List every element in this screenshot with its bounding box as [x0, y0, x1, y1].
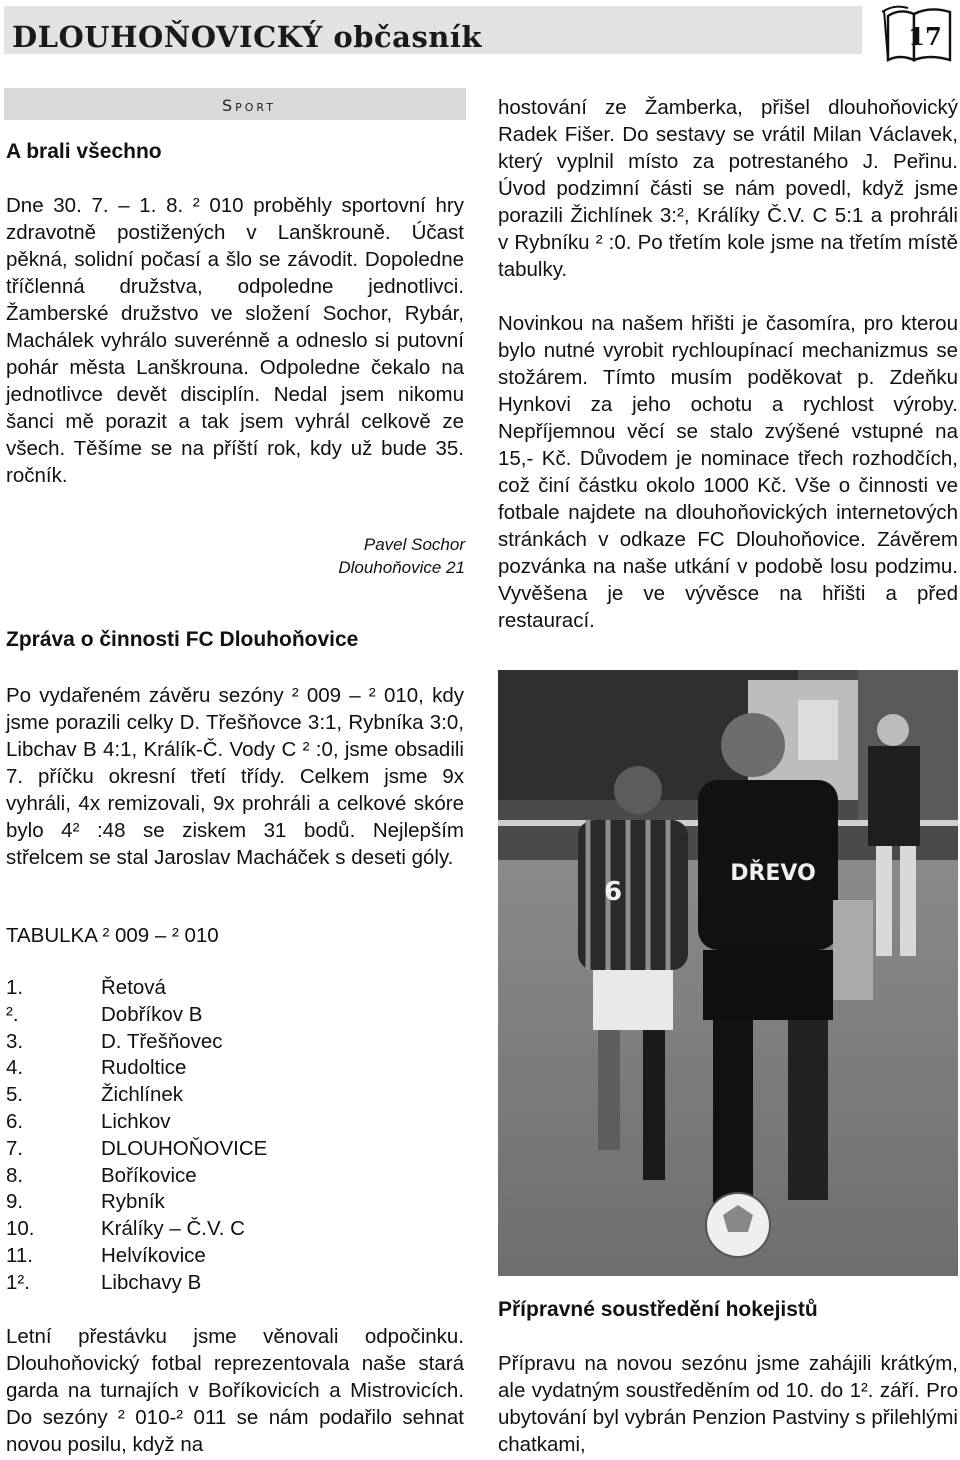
section-label: Sport: [221, 96, 276, 115]
header-bar: [4, 6, 862, 54]
standings-table: [6, 975, 466, 1297]
row-position: 10.: [6, 1217, 35, 1241]
row-position: 1².: [6, 1270, 30, 1294]
article2-text1: Po vydařeném závěru sezóny ² 009 – ² 010, kdy jsme porazili celky D. Třešňovce 3:1, Rybníka 3:0, Libchav B 4:1, Králík-Č. Vody C ² :0, jsme obsadili 7. příčku okresní třetí třídy. Celkem jsme 9x vyhráli, 4x remizovali, 9x prohráli a celkové skóre bylo 4² :48 se ziskem 31 bodů. Nejlepším střelcem se stal Jaroslav Macháček s deseti góly.: [6, 684, 464, 869]
row-team: Dobříkov B: [101, 1002, 203, 1026]
article1-text: Dne 30. 7. – 1. 8. ² 010 proběhly sportovní hry zdravotně postižených v Lanškrouně. Účast pěkná, solidní počasí a šlo se závodit. Dopoledne tříčlenná družstva, odpoledne jednotlivci. Žamberské družstvo ve složení Sochor, Rybár, Machálek vyhrálo suverénně a odneslo si putovní pohár města Lanškrouna. Odpoledne čekalo na jednotlivce devět disciplín. Nedal jsem nikomu šanci mě porazit a tak jsem vyhrál celkově ze všech. Těšíme se na příští rok, kdy už bude 35. ročník.: [6, 194, 464, 487]
row-team: Helvíkovice: [101, 1243, 206, 1267]
football-photo: [498, 670, 958, 1276]
article2-text2: Letní přestávku jsme věnovali odpočinku. Dlouhoňovický fotbal reprezentovala naše stará garda na turnajích v Boříkovicích a Mistrovicích. Do sezóny ² 010-² 011 se nám podařilo sehnat novou posilu, když na: [6, 1325, 464, 1456]
row-team: Žichlínek: [101, 1083, 184, 1107]
football-match-image: [498, 670, 958, 1276]
row-position: 4.: [6, 1056, 24, 1080]
row-position: 3.: [6, 1029, 24, 1053]
table-title: TABULKA ² 009 – ² 010: [6, 924, 219, 947]
article3-heading: Přípravné soustředění hokejistů: [498, 1298, 818, 1321]
article2-text4: Novinkou na našem hřišti je časomíra, pro kterou bylo nutné vyrobit rychloupínací mechanizmus se stožárem. Tímto musím poděkovat p. Zdeňku Hynkovi za jeho ochotu a rychlost výroby. Nepříjemnou věcí se stalo zvýšené vstupné na 15,- Kč. Důvodem je nominace třech rozhodčích, což činí částku okolo 1000 Kč. Vše o činnosti ve fotbale najdete na dlouhoňovických internetových stránkách v odkaze FC Dlouhoňovice. Závěrem pozvánka na naše utkání v podobě losu podzimu. Vyvěšena je ve vývěsce na hřišti a před restaurací.: [498, 312, 958, 632]
signature-place: Dlouhoňovice 21: [338, 558, 465, 577]
table-row: [6, 1082, 466, 1109]
row-team: Řetová: [101, 976, 166, 999]
signature-name: Pavel Sochor: [363, 535, 465, 554]
section-bar: [4, 88, 466, 120]
table-row: [6, 1216, 466, 1243]
table-row: [6, 1055, 466, 1082]
row-team: Lichkov: [101, 1109, 171, 1133]
article2-text3: hostování ze Žamberka, přišel dlouhoňovický Radek Fišer. Do sestavy se vrátil Milan Václavek, který vyplnil místo za potrestaného J. Peřinu. Úvod podzimní části se nám povedl, když jsme porazili Žichlínek 3:², Králíky Č.V. C 5:1 a prohráli v Rybníku ² :0. Po třetím kole jsme na třetím místě tabulky.: [498, 96, 958, 281]
row-position: 5.: [6, 1083, 24, 1107]
row-team: Rybník: [101, 1190, 165, 1214]
row-position: 6.: [6, 1109, 24, 1133]
table-row: [6, 1029, 466, 1056]
row-position: 1.: [6, 976, 24, 999]
row-position: 8.: [6, 1163, 24, 1187]
row-team: Rudoltice: [101, 1056, 187, 1080]
row-team: DLOUHOŇOVICE: [101, 1136, 268, 1160]
table-row: [6, 975, 466, 1002]
table-row: [6, 1002, 466, 1029]
table-row: [6, 1109, 466, 1136]
table-row: [6, 1270, 466, 1297]
row-team: Králíky – Č.V. C: [101, 1217, 245, 1241]
article3-text: Přípravu na novou sezónu jsme zahájili krátkým, ale vydatným soustředěním od 10. do 1². září. Pro ubytování byl vybrán Penzion Pastviny s přilehlými chatkami,: [498, 1352, 958, 1456]
row-team: D. Třešňovec: [101, 1029, 223, 1053]
jersey-text: DŘEVO: [730, 861, 816, 886]
row-position: 7.: [6, 1136, 24, 1160]
row-team: Libchavy B: [101, 1270, 202, 1294]
row-position: 9.: [6, 1190, 24, 1214]
row-position: 11.: [6, 1243, 33, 1267]
article1-heading: A brali všechno: [6, 140, 162, 163]
page-number: 17: [908, 22, 942, 51]
article2-heading: Zpráva o činnosti FC Dlouhoňovice: [6, 628, 359, 651]
table-row: [6, 1189, 466, 1216]
table-row: [6, 1243, 466, 1270]
publication-title: DLOUHOŇOVICKÝ občasník: [12, 20, 482, 54]
table-row: [6, 1136, 466, 1163]
row-team: Boříkovice: [101, 1163, 197, 1187]
article1-signature: [200, 533, 465, 579]
jersey-number: 6: [603, 877, 623, 907]
table-row: [6, 1163, 466, 1190]
row-position: ².: [6, 1002, 19, 1026]
